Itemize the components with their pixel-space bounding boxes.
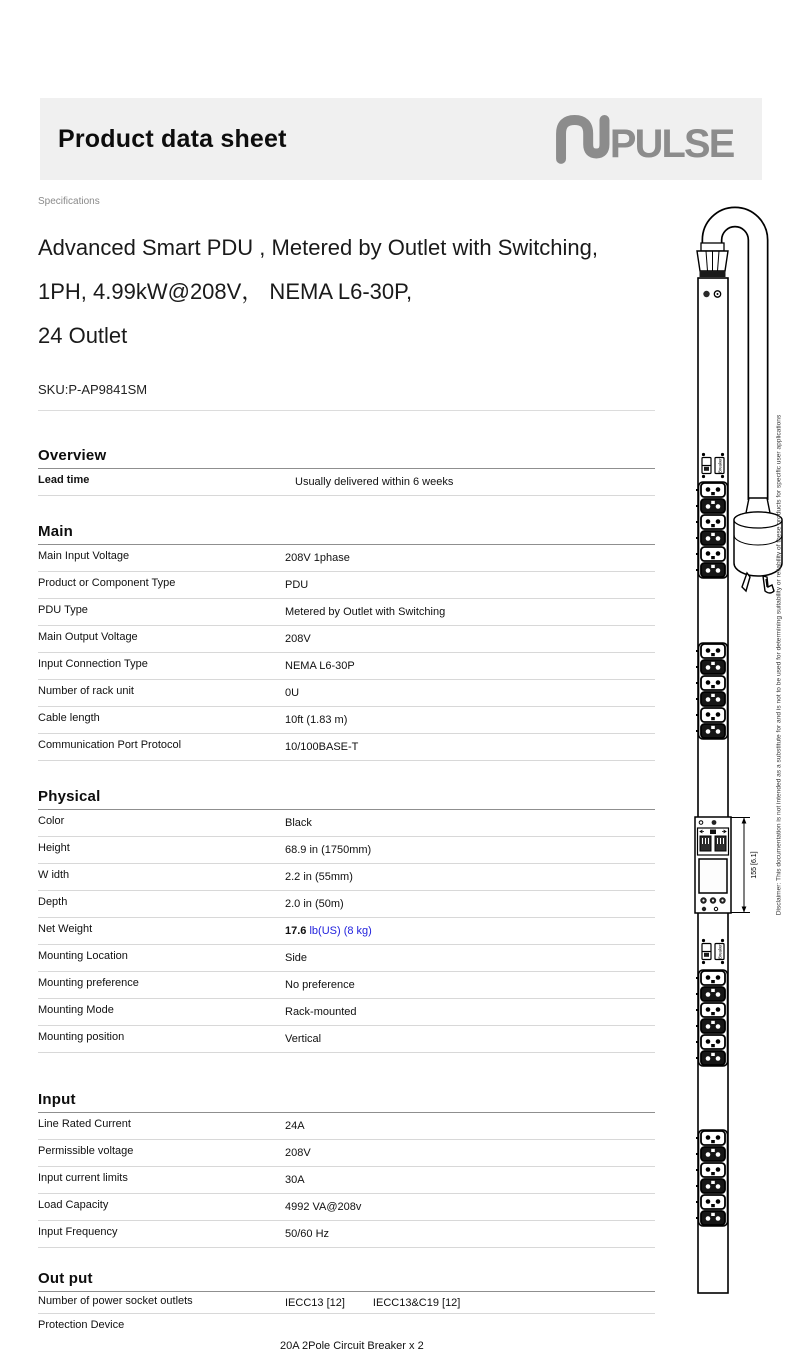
spec-row-cable-length — [38, 707, 655, 734]
spec-value: 4992 VA@208v — [285, 1201, 362, 1213]
spec-label: Number of rack unit — [38, 685, 134, 697]
spec-row-width — [38, 864, 655, 891]
spec-row-protection-device — [38, 1314, 655, 1333]
spec-row-height — [38, 837, 655, 864]
net-weight-number: 17.6 — [285, 925, 307, 937]
spec-row-mounting-location — [38, 945, 655, 972]
cable-gland-icon — [697, 243, 728, 277]
breaker-label: Breaker — [717, 458, 723, 473]
net-weight-units: lb(US) (8 kg) — [309, 925, 372, 937]
spec-value: 30A — [285, 1174, 305, 1186]
spec-label: Communication Port Protocol — [38, 739, 182, 751]
spec-value: Metered by Outlet with Switching — [285, 606, 446, 618]
spec-value: Black — [285, 817, 312, 829]
spec-label: Cable length — [38, 712, 100, 724]
spec-row-color — [38, 810, 655, 837]
spec-label: Mounting Location — [38, 950, 128, 962]
section-title-input: Input — [38, 1091, 655, 1113]
spec-row-load-capacity — [38, 1194, 655, 1221]
spec-label: Net Weight — [38, 923, 93, 935]
page-title: Product data sheet — [58, 124, 287, 153]
section-title-overview: Overview — [38, 447, 655, 469]
spec-row-permissible-voltage — [38, 1140, 655, 1167]
section-input — [38, 1091, 655, 1248]
spec-value: Side — [285, 952, 308, 964]
pdu-drawing — [670, 195, 793, 1300]
spec-label: Main Output Voltage — [38, 631, 138, 643]
screw-icon — [703, 291, 709, 297]
product-title-line3: 24 Outlet — [38, 323, 128, 348]
outlet-group — [696, 643, 728, 739]
spec-label: Mounting position — [38, 1031, 125, 1043]
spec-value: 10/100BASE-T — [285, 741, 359, 753]
spec-row-main-output-voltage — [38, 626, 655, 653]
spec-row-mounting-position — [38, 1026, 655, 1053]
breaker-label: Breaker — [717, 944, 723, 959]
spec-value: 2.0 in (50m) — [285, 898, 344, 910]
logo-graphic — [552, 110, 742, 168]
spec-label: Depth — [38, 896, 68, 908]
disclaimer-text: Disclaimer: This documentation is not intended as a substitute for and is not to be used for determining suitability or reliability of these products for specific user applications — [775, 414, 783, 916]
spec-label: Load Capacity — [38, 1199, 109, 1211]
spec-row-socket-outlets — [38, 1292, 655, 1314]
product-sku: SKU:P-AP9841SM — [38, 382, 655, 411]
product-title-line2: 1PH, 4.99kW@208V， NEMA L6-30P, — [38, 279, 413, 304]
spec-row-mounting-mode — [38, 999, 655, 1026]
section-title-main: Main — [38, 523, 655, 545]
spec-value — [285, 923, 372, 937]
spec-row-depth — [38, 891, 655, 918]
spec-value: 208V 1phase — [285, 552, 350, 564]
spec-row-line-rated-current — [38, 1113, 655, 1140]
section-title-physical: Physical — [38, 788, 655, 810]
spec-row-pdu-type — [38, 599, 655, 626]
section-physical — [38, 788, 655, 1053]
spec-value-protection-device: 20A 2Pole Circuit Breaker x 2 — [280, 1340, 424, 1352]
spec-label: Input Frequency — [38, 1226, 118, 1238]
outlet-group — [696, 482, 728, 578]
spec-label: Product or Component Type — [38, 577, 176, 589]
spec-value-c13-c19-count: IECC13&C19 [12] — [372, 1297, 461, 1309]
controller-module — [695, 817, 731, 913]
pdu-figure — [670, 195, 793, 1300]
spec-label: Height — [38, 842, 70, 854]
spec-row-net-weight — [38, 918, 655, 945]
spec-label: Line Rated Current — [38, 1118, 131, 1130]
spec-value-c13-count: IECC13 [12] — [285, 1297, 345, 1309]
header — [40, 98, 762, 180]
product-title — [38, 226, 655, 358]
spec-label: Lead time — [38, 474, 90, 486]
spec-value: PDU — [285, 579, 309, 591]
spec-value: No preference — [285, 979, 355, 991]
spec-row-input-connection — [38, 653, 655, 680]
dimension-label: 155 [6.1] — [751, 851, 758, 879]
spec-label: Main Input Voltage — [38, 550, 130, 562]
spec-value: NEMA L6-30P — [285, 660, 355, 672]
section-main — [38, 523, 655, 761]
spec-label: Input Connection Type — [38, 658, 148, 670]
spec-row-comm-protocol — [38, 734, 655, 761]
section-title-output: Out put — [38, 1270, 655, 1292]
spec-label: Mounting preference — [38, 977, 139, 989]
logo-mark — [561, 120, 604, 159]
spec-row-input-frequency — [38, 1221, 655, 1248]
spec-label: Mounting Mode — [38, 1004, 114, 1016]
spec-value: 208V — [285, 1147, 311, 1159]
spec-value: Usually delivered within 6 weeks — [295, 476, 454, 488]
spec-label: W idth — [38, 869, 70, 881]
spec-value: 50/60 Hz — [285, 1228, 330, 1240]
dimension-annotation — [731, 818, 750, 913]
spec-row-rack-units — [38, 680, 655, 707]
outlet-group — [696, 970, 728, 1066]
logo-text: PULSE — [609, 122, 734, 167]
section-overview — [38, 447, 655, 496]
product-title-line1: Advanced Smart PDU , Metered by Outlet with Switching, — [38, 235, 599, 260]
spec-value: 10ft (1.83 m) — [285, 714, 348, 726]
spec-value: Rack-mounted — [285, 1006, 357, 1018]
spec-row-main-input-voltage — [38, 545, 655, 572]
main-content — [38, 226, 655, 1352]
spec-value: Vertical — [285, 1033, 322, 1045]
spec-value: 208V — [285, 633, 311, 645]
spec-value: 24A — [285, 1120, 305, 1132]
spec-label: Input current limits — [38, 1172, 128, 1184]
spec-row-mounting-preference — [38, 972, 655, 999]
spec-label: Number of power socket outlets — [38, 1295, 193, 1307]
spec-value: 2.2 in (55mm) — [285, 871, 353, 883]
brand-logo — [552, 110, 742, 168]
spec-row-product-type — [38, 572, 655, 599]
spec-label: PDU Type — [38, 604, 88, 616]
spec-value: 0U — [285, 687, 300, 699]
spec-label: Color — [38, 815, 65, 827]
spec-label: Permissible voltage — [38, 1145, 134, 1157]
spec-row-input-current-limits — [38, 1167, 655, 1194]
spec-value: 68.9 in (1750mm) — [285, 844, 372, 856]
section-output — [38, 1270, 655, 1352]
spec-row-lead-time — [38, 469, 655, 496]
display-screen — [699, 859, 727, 893]
outlet-group — [696, 1130, 728, 1226]
spec-label: Protection Device — [38, 1319, 125, 1331]
specifications-label: Specifications — [38, 196, 100, 207]
